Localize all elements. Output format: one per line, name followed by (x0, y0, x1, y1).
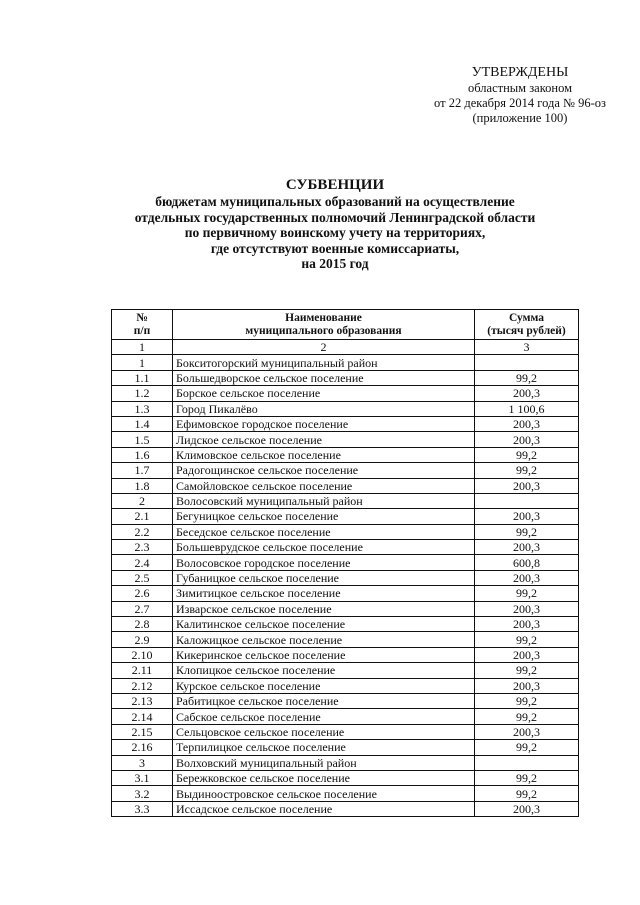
row-amount: 200,3 (475, 647, 579, 662)
row-name: Иссадское сельское поселение (173, 801, 475, 816)
table-row (112, 663, 579, 678)
row-number: 3.1 (112, 770, 173, 785)
row-name: Волосовское городское поселение (173, 555, 475, 570)
row-amount: 200,3 (475, 386, 579, 401)
row-number: 2.2 (112, 524, 173, 539)
header-sum-line1: Сумма (509, 311, 544, 324)
header-num-line2: п/п (133, 324, 151, 337)
row-name: Город Пикалёво (173, 401, 475, 416)
row-name: Сабское сельское поселение (173, 709, 475, 724)
table-row (112, 647, 579, 662)
approval-law-date: от 22 декабря 2014 года № 96-оз (434, 96, 606, 110)
row-number: 2.12 (112, 678, 173, 693)
row-number: 2.5 (112, 570, 173, 585)
row-amount: 200,3 (475, 540, 579, 555)
row-number: 2.15 (112, 724, 173, 739)
row-name: Бокситогорский муниципальный район (173, 355, 475, 370)
table-row (112, 540, 579, 555)
row-amount: 99,2 (475, 786, 579, 801)
row-amount: 600,8 (475, 555, 579, 570)
table-row (112, 355, 579, 370)
table-row (112, 632, 579, 647)
row-name: Зимитицкое сельское поселение (173, 586, 475, 601)
row-name: Волосовский муниципальный район (173, 493, 475, 508)
row-amount: 200,3 (475, 570, 579, 585)
row-name: Большеврудское сельское поселение (173, 540, 475, 555)
row-name: Беседское сельское поселение (173, 524, 475, 539)
row-name: Выдиноостровское сельское поселение (173, 786, 475, 801)
row-number: 2.8 (112, 617, 173, 632)
row-number: 3.2 (112, 786, 173, 801)
row-name: Климовское сельское поселение (173, 447, 475, 462)
table-row (112, 570, 579, 585)
row-amount: 200,3 (475, 617, 579, 632)
approval-law-type: областным законом (467, 81, 572, 95)
row-number: 2 (112, 493, 173, 508)
row-number: 2.9 (112, 632, 173, 647)
row-number: 1.2 (112, 386, 173, 401)
row-name: Ефимовское городское поселение (173, 416, 475, 431)
row-amount: 200,3 (475, 724, 579, 739)
table-row (112, 617, 579, 632)
row-amount (475, 755, 579, 770)
document-title (80, 176, 590, 272)
header-num (112, 310, 173, 340)
row-amount: 99,2 (475, 524, 579, 539)
approval-stamp (420, 64, 620, 126)
row-name: Изварское сельское поселение (173, 601, 475, 616)
row-number: 2.4 (112, 555, 173, 570)
approval-appendix: (приложение 100) (472, 111, 568, 125)
title-line: по первичному воинскому учету на территориях, (184, 225, 486, 240)
row-amount: 200,3 (475, 478, 579, 493)
header-sum-line2: (тысяч рублей) (487, 324, 566, 337)
table-row (112, 416, 579, 431)
row-number: 3 (112, 755, 173, 770)
table-row (112, 555, 579, 570)
table-header-row (112, 310, 579, 340)
table-row (112, 740, 579, 755)
row-amount: 99,2 (475, 586, 579, 601)
row-amount: 200,3 (475, 678, 579, 693)
row-amount: 99,2 (475, 447, 579, 462)
title-line: бюджетам муниципальных образований на осуществление (155, 194, 515, 209)
row-amount: 200,3 (475, 509, 579, 524)
table-row (112, 432, 579, 447)
table-row (112, 786, 579, 801)
row-amount: 200,3 (475, 416, 579, 431)
row-number: 2.14 (112, 709, 173, 724)
table-row (112, 370, 579, 385)
row-number: 1.3 (112, 401, 173, 416)
row-amount (475, 355, 579, 370)
row-number: 2.7 (112, 601, 173, 616)
row-number: 2.1 (112, 509, 173, 524)
row-amount: 99,2 (475, 770, 579, 785)
header-num-line1: № (136, 311, 148, 324)
row-name: Лидское сельское поселение (173, 432, 475, 447)
table-row (112, 601, 579, 616)
row-number: 2.11 (112, 663, 173, 678)
row-name: Борское сельское поселение (173, 386, 475, 401)
row-name: Клопицкое сельское поселение (173, 663, 475, 678)
row-amount: 200,3 (475, 601, 579, 616)
table-row (112, 724, 579, 739)
row-name: Волховский муниципальный район (173, 755, 475, 770)
row-number: 2.3 (112, 540, 173, 555)
row-name: Самойловское сельское поселение (173, 478, 475, 493)
row-amount: 99,2 (475, 463, 579, 478)
approval-heading: УТВЕРЖДЕНЫ (471, 65, 569, 80)
row-amount: 200,3 (475, 432, 579, 447)
subsidies-table (111, 309, 579, 817)
header-name-line1: Наименование (285, 311, 362, 324)
header-sum (475, 310, 579, 340)
row-number: 1.5 (112, 432, 173, 447)
row-number: 2.16 (112, 740, 173, 755)
table-row (112, 447, 579, 462)
row-number: 3.3 (112, 801, 173, 816)
table-row (112, 524, 579, 539)
table-row (112, 493, 579, 508)
row-number: 2.6 (112, 586, 173, 601)
row-name: Радогощинское сельское поселение (173, 463, 475, 478)
row-amount: 99,2 (475, 663, 579, 678)
column-number-row (112, 340, 579, 355)
row-name: Сельцовское сельское поселение (173, 724, 475, 739)
row-amount: 99,2 (475, 370, 579, 385)
title-line: где отсутствуют военные комиссариаты, (210, 240, 460, 256)
row-number: 1.6 (112, 447, 173, 462)
row-amount: 99,2 (475, 632, 579, 647)
row-name: Калитинское сельское поселение (173, 617, 475, 632)
row-name: Курское сельское поселение (173, 678, 475, 693)
row-name: Каложицкое сельское поселение (173, 632, 475, 647)
row-name: Терпилицкое сельское поселение (173, 740, 475, 755)
header-name (173, 310, 475, 340)
table-row (112, 509, 579, 524)
row-number: 1.4 (112, 416, 173, 431)
row-name: Бегуницкое сельское поселение (173, 509, 475, 524)
header-name-line2: муниципального образования (245, 324, 402, 337)
title-line: отдельных государственных полномочий Ленинградской области (134, 209, 536, 225)
row-amount: 99,2 (475, 693, 579, 708)
row-amount: 99,2 (475, 709, 579, 724)
table-row (112, 678, 579, 693)
row-number: 2.10 (112, 647, 173, 662)
row-number: 1.8 (112, 478, 173, 493)
table-row (112, 386, 579, 401)
column-number: 2 (173, 340, 475, 355)
table-row (112, 801, 579, 816)
title-line: на 2015 год (301, 256, 369, 271)
table-row (112, 693, 579, 708)
row-number: 1.7 (112, 463, 173, 478)
row-number: 1.1 (112, 370, 173, 385)
row-name: Рабитицкое сельское поселение (173, 693, 475, 708)
column-number: 3 (475, 340, 579, 355)
row-amount: 1 100,6 (475, 401, 579, 416)
table-row (112, 586, 579, 601)
table-row (112, 463, 579, 478)
row-number: 2.13 (112, 693, 173, 708)
row-name: Бережковское сельское поселение (173, 770, 475, 785)
table-row (112, 709, 579, 724)
row-name: Большедворское сельское поселение (173, 370, 475, 385)
table-row (112, 770, 579, 785)
row-name: Губаницкое сельское поселение (173, 570, 475, 585)
table-row (112, 401, 579, 416)
table-row (112, 755, 579, 770)
row-name: Кикеринское сельское поселение (173, 647, 475, 662)
row-amount: 200,3 (475, 801, 579, 816)
row-amount (475, 493, 579, 508)
row-amount: 99,2 (475, 740, 579, 755)
title-main: СУБВЕНЦИИ (285, 177, 385, 193)
column-number: 1 (112, 340, 173, 355)
table-row (112, 478, 579, 493)
row-number: 1 (112, 355, 173, 370)
